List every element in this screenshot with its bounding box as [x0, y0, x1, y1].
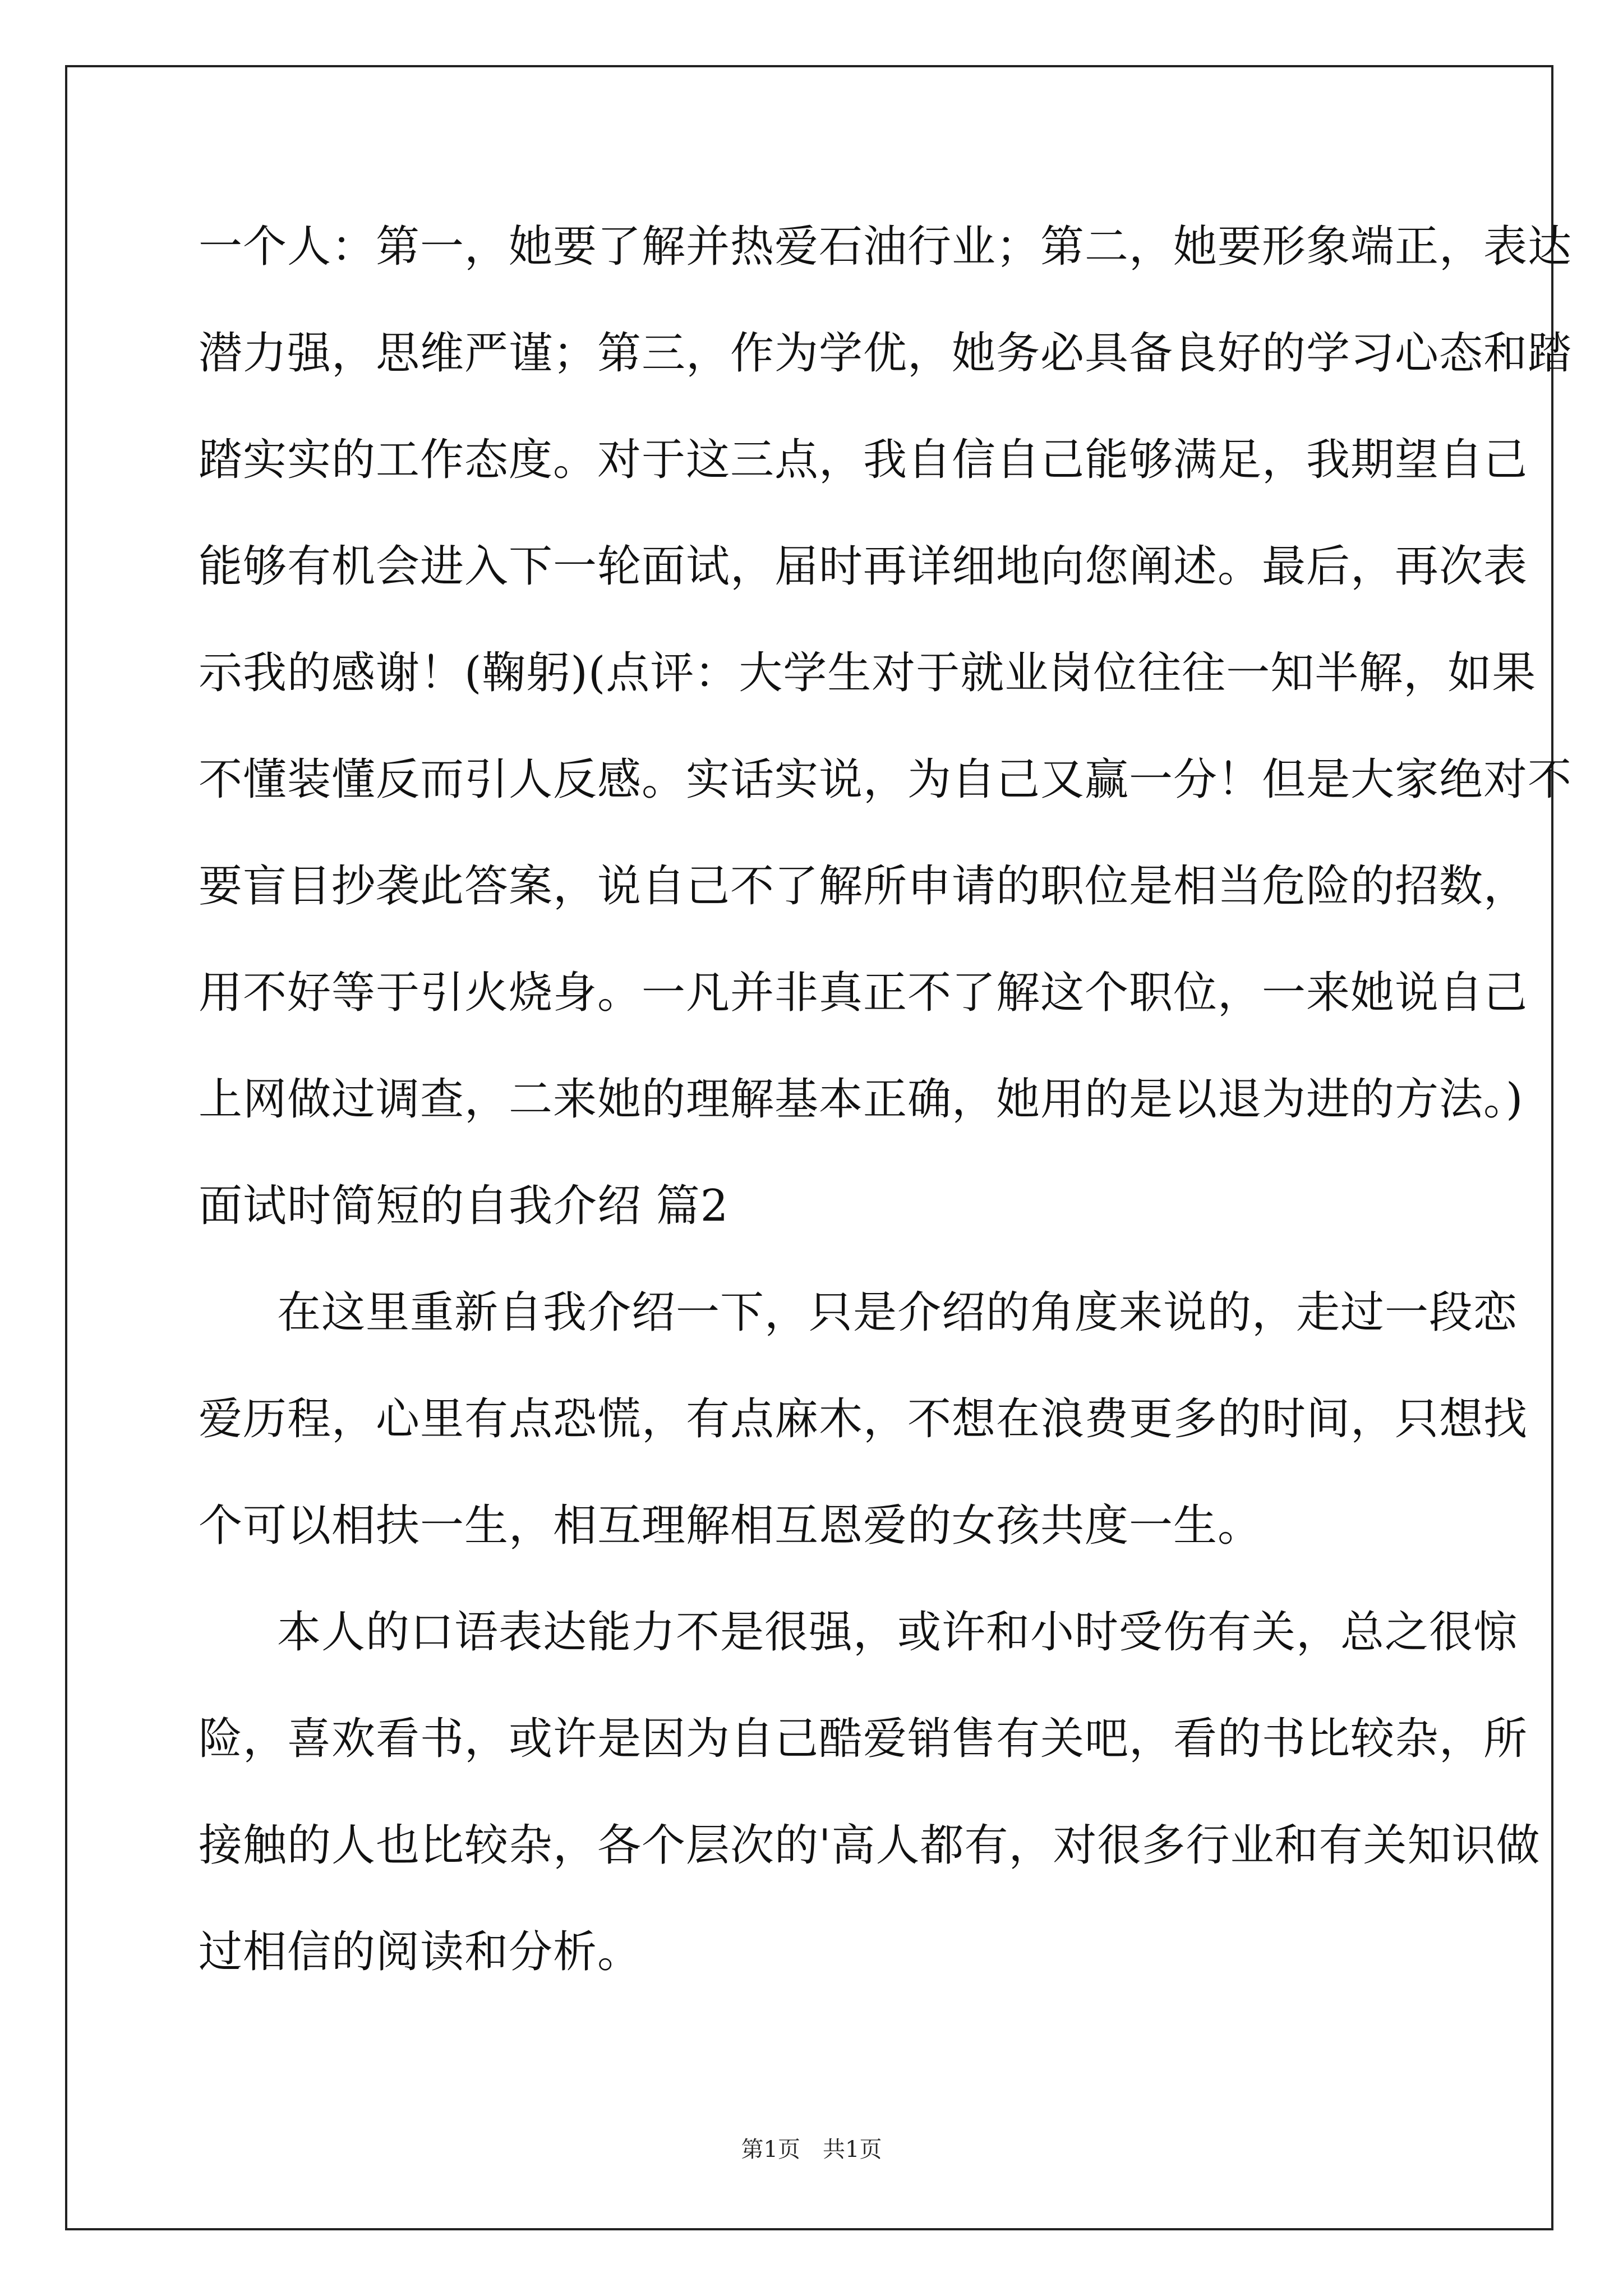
text-line: 潜力强，思维严谨；第三，作为学优，她务必具备良好的学习心态和踏	[199, 328, 1573, 379]
text-line: 过相信的阅读和分析。	[199, 1927, 642, 1977]
text-line: 上网做过调查，二来她的理解基本正确，她用的是以退为进的方法。)	[199, 1074, 1524, 1125]
section-heading: 面试时简短的自我介绍 篇2	[199, 1181, 729, 1231]
text-line: 爱历程，心里有点恐慌，有点麻木，不想在浪费更多的时间，只想找	[199, 1394, 1528, 1444]
text-line: 个可以相扶一生，相互理解相互恩爱的女孩共度一生。	[199, 1501, 1262, 1551]
text-line: 险，喜欢看书，或许是因为自己酷爱销售有关吧，看的书比较杂，所	[199, 1714, 1528, 1764]
text-line: 接触的人也比较杂，各个层次的'高人都有，对很多行业和有关知识做	[199, 1820, 1541, 1871]
page-border	[65, 65, 1553, 2230]
page-number-footer: 第1页 共1页	[741, 2137, 882, 2162]
paragraph-first-line: 在这里重新自我介绍一下，只是介绍的角度来说的，走过一段恋	[277, 1287, 1518, 1338]
paragraph-first-line: 本人的口语表达能力不是很强，或许和小时受伤有关，总之很惊	[277, 1607, 1518, 1658]
text-line: 踏实实的工作态度。对于这三点，我自信自己能够满足，我期望自己	[199, 435, 1528, 485]
text-line: 不懂装懂反而引人反感。实话实说，为自己又赢一分！但是大家绝对不	[199, 754, 1573, 805]
text-line: 能够有机会进入下一轮面试，届时再详细地向您阐述。最后，再次表	[199, 541, 1528, 592]
text-line: 要盲目抄袭此答案，说自己不了解所申请的职位是相当危险的招数，	[199, 861, 1528, 912]
text-line: 用不好等于引火烧身。一凡并非真正不了解这个职位，一来她说自己	[199, 968, 1528, 1018]
text-line: 示我的感谢！(鞠躬)(点评：大学生对于就业岗位往往一知半解，如果	[199, 648, 1537, 698]
text-line: 一个人：第一，她要了解并热爱石油行业；第二，她要形象端正，表达	[199, 222, 1573, 272]
